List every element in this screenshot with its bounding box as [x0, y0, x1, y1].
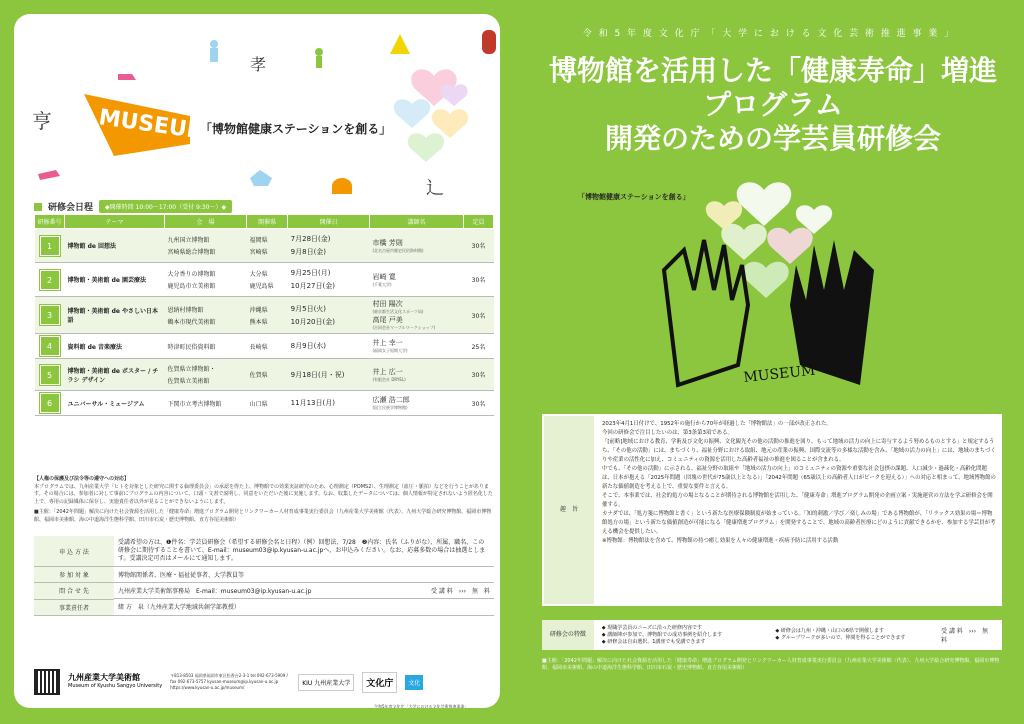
host-note: ■主催：「2042年問題」解決に向けた社会資源を活用した「健康寿命」増進プログラム開発とリンクワーカー人材育成事業実行委員会（九州産業大学美術館〈代表〉、九州大学総合研究博物館、福岡市博物館、福岡市美術館、海の中道海洋生態科学館、田川市石炭・歴史博物館、直方谷尾美術館） [34, 509, 492, 523]
bottom-note: 令和5年度文化庁「大学における文化芸術推進事業」 [374, 704, 469, 708]
session-lecturer: 広瀬 浩二郎 (国立民族学博物館) [370, 391, 464, 416]
session-number-cell [35, 359, 65, 391]
session-lecturer: 村田 陽次 (東京都生活文化スポーツ局) 高尾 戸美 (合同会社マーブルワークショップ) [370, 297, 464, 334]
aim-section [542, 414, 1002, 606]
session-theme: 博物館・美術館 de やさしい日本語 [65, 297, 165, 334]
schedule-table [34, 214, 494, 416]
svg-text:辶: 辶 [426, 178, 444, 199]
kiu-logo: KIU 九州産業大学 [298, 674, 354, 691]
info-value: 博物館関係者、医療・福祉従事者、大学教員等 [114, 567, 494, 583]
session-prefecture: 山口県 [247, 391, 288, 416]
university-name: 九州産業大学美術館 Museum of Kyushu Sangyo University [68, 673, 163, 689]
table-row [35, 263, 494, 297]
session-prefecture: 福岡県 宮崎県 [247, 229, 288, 263]
host-footer: ■主催：「2042年問題」解決に向けた社会資源を活用した「健康寿命」増進プログラム開発とリンクワーカー人材育成事業実行委員会（九州産業大学美術館〈代表〉、九州大学総合研究博物館、福岡市博物館、福岡市美術館、海の中道海洋生態科学館、田川市石炭・歴史博物館、直方谷尾美術館） [542, 658, 1000, 671]
col-header: 講師名 [370, 215, 464, 229]
session-prefecture: 大分県 鹿児島県 [247, 263, 288, 297]
cat-icon [250, 170, 272, 186]
elephant-icon [332, 178, 352, 194]
figure-silhouette [315, 48, 323, 56]
session-venue: 恩納村博物館 鶴本市現代美術館 [165, 297, 247, 334]
hands-hearts-illustration [644, 150, 894, 400]
features-list-b: ◆ 研修会は九州・沖縄・山口の6県で開催します ◆ グループワークが多いので、仲間を得ることができます [775, 628, 906, 641]
table-row [35, 297, 494, 334]
features-section [542, 620, 1002, 650]
session-theme: 博物館・美術館 de ポスター / チラシ デザイン [65, 359, 165, 391]
shoe-icon [118, 74, 136, 80]
session-number-cell [35, 391, 65, 416]
session-venue: 佐賀県立博物館・ 佐賀県立美術館 [165, 359, 247, 391]
session-venue: 時津町民俗資料館 [165, 334, 247, 359]
hours-badge: ◆開催時間 10:00～17:00（受付 9:30～）◆ [99, 200, 232, 213]
info-table [34, 536, 494, 616]
fee-label: 受 講 料 ››› 無 料 [430, 588, 490, 595]
tree-icon [390, 34, 410, 54]
svg-text:亨: 亨 [32, 109, 52, 133]
session-prefecture: 佐賀県 [247, 359, 288, 391]
session-number-cell [35, 334, 65, 359]
left-footer [34, 662, 494, 702]
session-capacity: 25名 [464, 334, 494, 359]
bunkacho-logo: 文化庁 [362, 672, 397, 693]
col-header: 会 場 [165, 215, 247, 229]
right-page [514, 0, 1024, 724]
ethics-notes: 【人権の保護及び法令等の遵守への対応】 本プログラムでは、九州産業大学「ヒトを対象とした研究に関する倫理委員会」の承認を得た上、博物館での効果実証研究のため、心理測定（POMS2）、生理測定（血圧・脈拍）などを行うことがあります。その場合には、参加者に対して事前にプログラムの内容について、口頭・文書で説明し、同意をいただいた後に実施します。なお、収集したデータについては、個人情報が特定されないよう匿名化した上で、専用の記録媒体に保存し、実施責任者以外が見ることができないようにします。 ■主催：「2042年問題」解決に向けた社会資源を活用した「健康寿命」増進プログラム開発とリンクワーカー人材育成事業実行委員会（九州産業大学美術館〈代表〉、九州大学総合研究博物館、福岡市博物館、福岡市美術館、海の中道海洋生態科学館、田川市石炭・歴史博物館、直方谷尾美術館） [34, 476, 493, 523]
session-number: 6 [40, 393, 60, 413]
features-list-a: ◆ 現職学芸員のニーズに沿った研修内容です ◆ 講師陣が参加で、博物館での成功事例を紹介します ◆ 研修会は自由選択、1講座でも受講できます [601, 624, 723, 645]
hand-icon [38, 170, 60, 180]
session-theme: 博物館 de 回想法 [65, 229, 165, 263]
session-number: 1 [40, 236, 60, 256]
session-venue: 九州国立博物館 宮崎県総合博物館 [165, 229, 247, 263]
bunka-logo: 文化 [405, 675, 423, 690]
info-value: 受講希望の方は、❶件名：学芸員研修会（希望する研修会名と日程）（例）回想法、7/28 ❷内容：氏名（ふりがな）、所属、職名、この研修会に期待することを書いて、E-mail：museum03@ip.kyusan-u.ac.jpへ、お申込みください。なお、応募多数の場合は抽選とします。受講決定可否はメールにて通知します。 [114, 536, 494, 567]
museum-banner-text: MUSEUM [97, 105, 210, 146]
program-line: 令 和 5 年 度 文 化 庁 「 大 学 に お け る 文 化 芸 術 推 進 事 業 」 [582, 29, 956, 39]
session-theme: ユニバーサル・ミュージアム [65, 391, 165, 416]
session-number-cell [35, 229, 65, 263]
info-label: 問 合 せ 先 [34, 583, 114, 600]
schedule-heading: 研修会日程 ◆開催時間 10:00～17:00（受付 9:30～）◆ [34, 200, 232, 213]
session-capacity: 30名 [464, 391, 494, 416]
table-row [35, 229, 494, 263]
left-page [14, 14, 500, 708]
svg-text:孝: 孝 [250, 55, 267, 74]
session-lecturer: 井上 幸一 (福岡女子短期大学) [370, 334, 464, 359]
fee-label: 受 講 料 ››› 無 料 [941, 628, 995, 644]
hearts-cluster [394, 69, 468, 162]
session-date: 9月18日(月・祝) [288, 359, 370, 391]
info-label: 参 加 対 象 [34, 567, 114, 583]
face-icon [482, 30, 496, 54]
session-prefecture: 沖縄県 熊本県 [247, 297, 288, 334]
session-venue: 大分香りの博物館 鹿児島市立美術館 [165, 263, 247, 297]
table-row [35, 334, 494, 359]
col-header: 定員 [464, 215, 494, 229]
info-label: 事業責任者 [34, 599, 114, 615]
table-row [35, 391, 494, 416]
session-date: 9月5日(火) 10月20日(金) [288, 297, 370, 334]
session-date: 11月13日(月) [288, 391, 370, 416]
session-number-cell [35, 297, 65, 334]
art-museum-word: MUSEUM [742, 362, 817, 386]
session-capacity: 30名 [464, 359, 494, 391]
page-title: 博物館を活用した「健康寿命」増進プログラム 開発のための学芸員研修会 [548, 54, 997, 155]
session-date: 9月25日(月) 10月27日(金) [288, 263, 370, 297]
session-lecturer: 市橋 芳則 (北名古屋市歴史民俗資料館) [370, 229, 464, 263]
session-theme: 博物館・美術館 de 園芸療法 [65, 263, 165, 297]
left-subtitle: 「博物館健康ステーションを創る」 [200, 122, 392, 136]
session-capacity: 30名 [464, 229, 494, 263]
session-number: 5 [40, 365, 60, 385]
col-header: 開催日 [288, 215, 370, 229]
left-hero-illustration [14, 14, 500, 204]
col-header: テーマ [65, 215, 165, 229]
session-number: 2 [40, 270, 60, 290]
session-number: 3 [40, 305, 60, 325]
session-date: 8月9日(水) [288, 334, 370, 359]
table-row [35, 359, 494, 391]
session-prefecture: 長崎県 [247, 334, 288, 359]
address: 〒813-8503 福岡県福岡市東区松香台2-3-1 tel 092-673-5909 / fax 092-673-5757 kyusan-museum@ip.kyusan-u.ac.jp https://www.kyusan-u.ac.jp/museum/ [170, 673, 288, 690]
features-label: 研修会の特徴 [542, 620, 594, 650]
col-header: 研修番号 [35, 215, 65, 229]
session-lecturer: 岩崎 寛 (千葉大学) [370, 263, 464, 297]
session-lecturer: 井上 広一 (有限会社 DRYEL) [370, 359, 464, 391]
info-label: 申 込 方 法 [34, 536, 114, 567]
session-capacity: 30名 [464, 263, 494, 297]
session-number-cell [35, 263, 65, 297]
info-value: 緒 方 泉（九州産業大学地域共創学部教授） [114, 599, 494, 615]
qr-code-icon[interactable] [34, 669, 60, 695]
left-hand-icon [664, 240, 748, 385]
session-venue: 下関市立考古博物館 [165, 391, 247, 416]
session-date: 7月28日(金) 9月8日(金) [288, 229, 370, 263]
art-subtitle: 「博物館健康ステーションを創る」 [578, 193, 690, 201]
session-theme: 資料館 de 音楽療法 [65, 334, 165, 359]
aim-body: 2023年4月1日付けで、1952年の施行から70年が経過した「博物館法」の一部が改正された。 今回の研修会で注目したいのは、第3条第3項である。 「[前略]地域における教育、学術及び文化の振興、文化観光その他の活動の推進を図り、もって地域の活力の向上に寄与するよう努めるものとする」と規定するうち、「その他の活動」には、まちづくり、福祉分野における取組、地元の産業の振興、国際交流等の多様な活動を含み、「地域の活力の向上」には、地域のまちづくりや産業の活性化に加え、コミュニティの資源を活用した高齢者福祉の推進を図ることが含まれる。 中でも、「その他の活動」に示される、福祉分野の取組や「地域の活力の向上」のコミュニティの資源や重要な社会包摂の課題、人口減少・過疎化・高齢化問題は、日本が抱える「2025年問題（団塊の世代が75歳以上となる）」「2042年問題（65歳以上の高齢者人口がピークを迎える）」への対応と相まって、地域博物館の新たな価値創造を考える上で、重要な要件と言える。 そこで、本事業では、社会的処方の場となることが期待される博物館を活用した、「健康寿命」増進プログラム開発の企画立案・実施運営の方法を学ぶ研修会を開催する。 カナダでは、「処方箋に博物館と書く」という新たな医療保険制度が始まっている。「知的刺激／学び／楽しみの場」である博物館が、「リラックス効果の場＝博物館処方の場」という新たな価値創造が可能になる「健康増進プログラム」を開発することで、地域の高齢者医療にどのように貢献できるかを、参加する学芸員が考える機会を提供したい。 ※博物館：博物館法を含めて、博物館の持つ癒し効果を人々の健康増進・疾病予防に活用する活動 [602, 421, 996, 544]
aim-label: 趣 旨 [544, 416, 594, 604]
contact-email-link[interactable]: 九州産業大学美術館事務局 E-mail：museum03@ip.kyusan-u.ac.jp [118, 588, 312, 595]
session-number: 4 [40, 336, 60, 356]
session-capacity: 30名 [464, 297, 494, 334]
col-header: 開催県 [247, 215, 288, 229]
